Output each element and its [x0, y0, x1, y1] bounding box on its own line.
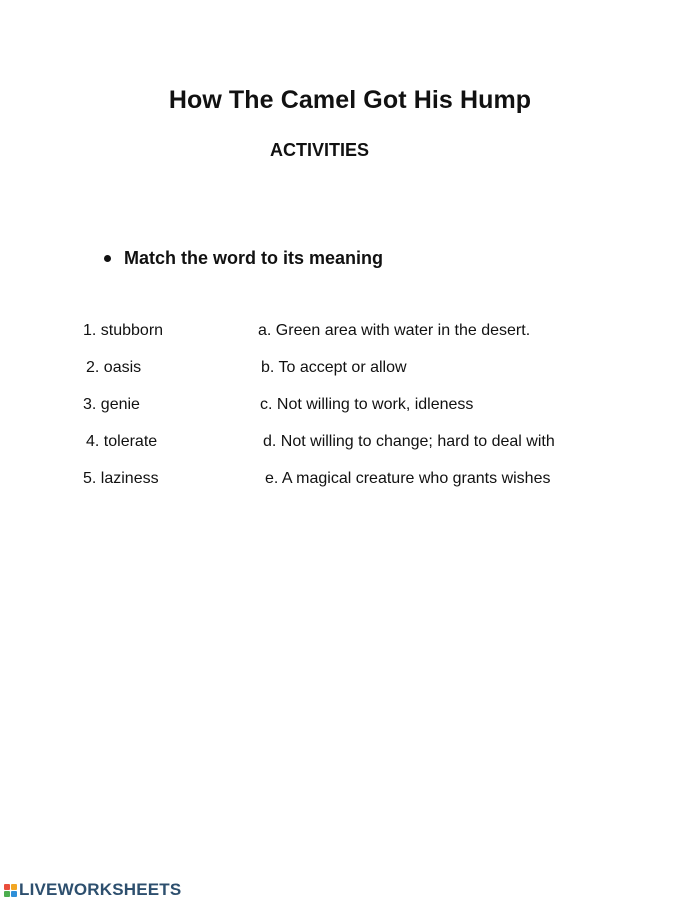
instruction-item	[100, 248, 383, 269]
meaning-item-a: a. Green area with water in the desert.	[258, 322, 531, 339]
meaning-item-b: b. To accept or allow	[261, 359, 407, 376]
word-item-tolerate: 4. tolerate	[86, 433, 158, 450]
meaning-item-d: d. Not willing to change; hard to deal with	[263, 433, 555, 450]
logo-square-blue	[11, 891, 17, 897]
liveworksheets-brand-text: LIVEWORKSHEETS	[19, 880, 182, 899]
meaning-item-e: e. A magical creature who grants wishes	[265, 470, 551, 487]
logo-square-red	[4, 884, 10, 890]
activities-heading: ACTIVITIES	[270, 140, 370, 160]
instruction-text: Match the word to its meaning	[124, 248, 384, 268]
worksheet-title: How The Camel Got His Hump	[168, 86, 532, 114]
meaning-item-c: c. Not willing to work, idleness	[260, 396, 474, 413]
liveworksheets-logo[interactable]	[4, 880, 181, 900]
word-item-oasis: 2. oasis	[86, 359, 142, 376]
liveworksheets-logo-icon	[4, 884, 17, 897]
word-item-genie: 3. genie	[83, 396, 140, 413]
logo-square-green	[4, 891, 10, 897]
bullet-icon	[104, 255, 111, 262]
logo-square-yellow	[11, 884, 17, 890]
word-item-stubborn: 1. stubborn	[83, 322, 164, 339]
word-item-laziness: 5. laziness	[83, 470, 159, 487]
